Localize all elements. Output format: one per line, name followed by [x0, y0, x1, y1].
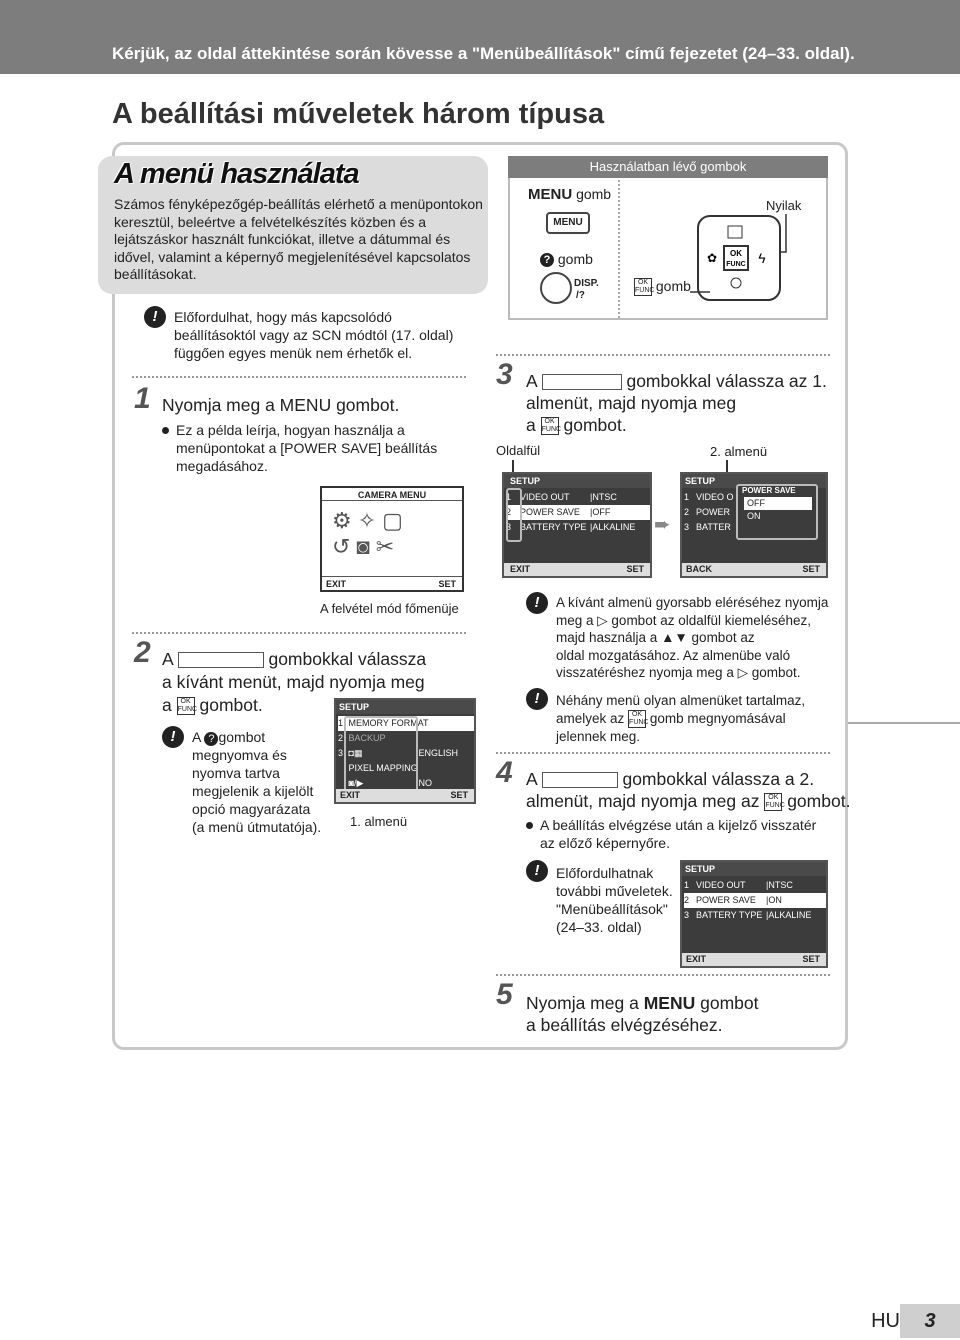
- disp-button-icon: [540, 272, 572, 304]
- setup-row[interactable]: 3 BATTERY TYPE |ALKALINE: [506, 522, 636, 532]
- page-title: A beállítási műveletek három típusa: [112, 98, 605, 130]
- setup-row[interactable]: 2 BACKUP: [338, 733, 386, 743]
- ok-func-icon: OK FUNC: [635, 279, 655, 295]
- popup-title: POWER SAVE: [742, 486, 796, 495]
- ok-func-icon: OK FUNC: [177, 698, 198, 714]
- setup-row[interactable]: 2 POWER SAVE |OFF: [506, 505, 650, 520]
- set-label: SET: [450, 790, 468, 800]
- intro-heading: A menü használata: [114, 158, 359, 190]
- step-4-bullet: A beállítás elvégzése után a kijelző visszatér az előző képernyőre.: [526, 816, 832, 852]
- page-number: 3: [900, 1304, 960, 1338]
- help-button-label: ? gomb: [540, 251, 593, 267]
- tab-label: Oldalfül: [496, 443, 541, 458]
- exit-label: EXIT: [326, 579, 347, 589]
- arrow-pad-diagram: [690, 210, 816, 310]
- footer-language: HU: [871, 1310, 900, 1332]
- arrow-right-icon: ➨: [654, 514, 671, 536]
- camera-menu-title: CAMERA MENU: [322, 488, 462, 501]
- step-5-line2: a beállítás elvégzéséhez.: [526, 1015, 723, 1035]
- exit-label: EXIT: [510, 564, 531, 574]
- set-label: SET: [802, 954, 820, 964]
- warning-icon: !: [162, 726, 184, 748]
- setup-screen-result: [680, 860, 828, 968]
- setup-title: SETUP: [682, 862, 826, 876]
- option-off[interactable]: OFF: [744, 497, 812, 510]
- divider: [496, 354, 830, 356]
- warning-icon: !: [144, 306, 166, 328]
- setup-screen-step3: [502, 472, 652, 578]
- set-label: SET: [802, 564, 820, 574]
- ok-func-icon: OK FUNC: [765, 794, 785, 810]
- header-text: Kérjük, az oldal áttekintése során kövesse a "Menübeállítások" című fejezetet (24–33. oldal).: [112, 44, 855, 63]
- step-2-number: 2: [134, 636, 151, 669]
- menu-key-icon: MENU: [546, 212, 590, 234]
- help-icon: ?: [204, 732, 218, 746]
- step-4-number: 4: [496, 756, 513, 789]
- setup-row[interactable]: 3 BATTER: [684, 522, 731, 532]
- step-2-line1: A gombokkal válassza: [162, 649, 427, 669]
- arrows-label: Nyilak: [766, 198, 802, 213]
- step-3-line1: A gombokkal válassza az 1.: [526, 371, 827, 391]
- camera-menu-screen: [320, 486, 464, 592]
- svg-text:FUNC: FUNC: [726, 261, 746, 268]
- power-save-popup: [736, 484, 818, 540]
- step-1-number: 1: [134, 382, 151, 415]
- disp-label: DISP.: [574, 278, 599, 289]
- camera-menu-icons: ⚙✧▢: [332, 508, 409, 533]
- exit-label: EXIT: [686, 954, 707, 964]
- setup-row[interactable]: ◙/▶ NO: [348, 778, 433, 788]
- step-4-line2: almenüt, majd nyomja meg az OK FUNC gombot.: [526, 791, 851, 811]
- step-4-line1: A gombokkal válassza a 2.: [526, 769, 815, 789]
- divider: [496, 974, 830, 976]
- warning-icon: !: [526, 592, 548, 614]
- note-more-operations: Előfordulhatnak további műveletek. "Menübeállítások" (24–33. oldal): [556, 865, 673, 935]
- svg-text:OK: OK: [730, 249, 742, 258]
- ok-func-icon: OK FUNC: [541, 418, 562, 434]
- macro-icon: ✿: [706, 251, 718, 265]
- panel-divider: [618, 180, 620, 318]
- tab-highlight: [506, 488, 522, 542]
- flash-icon: ϟ: [758, 250, 766, 266]
- help-icon: ?: [540, 253, 554, 267]
- set-label: SET: [626, 564, 644, 574]
- step-5-number: 5: [496, 978, 513, 1011]
- setup-row[interactable]: 3 BATTERY TYPE |ALKALINE: [684, 910, 812, 920]
- setup-row[interactable]: 2 POWER: [684, 507, 731, 517]
- ok-func-icon: OK FUNC: [629, 710, 649, 726]
- bullet-dot: [162, 427, 169, 434]
- step-5-line1: Nyomja meg a MENU gombot: [526, 993, 759, 1013]
- side-rule: [848, 722, 960, 724]
- exit-label: EXIT: [340, 790, 361, 800]
- step-2-line3: a OK FUNC gombot.: [162, 695, 263, 715]
- setup-row[interactable]: 1 VIDEO O: [684, 492, 734, 502]
- header-bar: [0, 0, 960, 74]
- step-2-line2: a kívánt menüt, majd nyomja meg: [162, 672, 425, 692]
- setup-title: SETUP: [504, 474, 650, 488]
- setup-row[interactable]: 1 MEMORY FORMAT: [338, 716, 474, 731]
- intro-text: Számos fényképezőgép-beállítás elérhető a menüpontokon keresztül, beleértve a felvételkészítés közben és a lejátszáskor használt funkciókat, illetve a dátummal és idővel, valamint a képernyő megjelenítésével kapcsolatos beállításokat.: [114, 196, 483, 282]
- menu-button-label: MENU gomb: [528, 186, 612, 203]
- submenu1-highlight: [344, 716, 418, 792]
- setup-screen-submenu1: [334, 698, 476, 804]
- note-scn: Előfordulhat, hogy más kapcsolódó beállításoktól vagy az SCN módtól (17. oldal) függően egyes menük nem érhetők el.: [174, 309, 454, 361]
- setup-title: SETUP: [682, 474, 826, 488]
- camera-menu-caption: A felvétel mód főmenüje: [320, 601, 459, 616]
- divider: [132, 376, 466, 378]
- submenu2-label: 2. almenü: [710, 444, 768, 459]
- warning-icon: !: [526, 860, 548, 882]
- setup-screen-submenu2: [680, 472, 828, 578]
- setup-row[interactable]: PIXEL MAPPING: [348, 763, 418, 773]
- setup-title: SETUP: [336, 700, 474, 714]
- step-1-bullet: Ez a példa leírja, hogyan használja a menüpontokat a [POWER SAVE] beállítás megadásához.: [162, 421, 470, 475]
- note-submenus: Néhány menü olyan almenüket tartalmaz, amelyek az OK FUNC gomb megnyomásával jelennek meg.: [556, 693, 806, 744]
- bullet-dot: [526, 822, 533, 829]
- exposure-comp-icon: [728, 226, 742, 238]
- ok-button-label: OK FUNC gomb: [635, 278, 691, 295]
- up-down-keys-icon: [542, 772, 618, 788]
- setup-row[interactable]: 1 VIDEO OUT |NTSC: [684, 880, 793, 890]
- up-down-keys-icon: [542, 374, 622, 390]
- step-3-number: 3: [496, 358, 513, 391]
- step-2-note: A ? gombot megnyomva és nyomva tartva megjelenik a kijelölt opció magyarázata (a menü útmutatója).: [192, 729, 322, 835]
- step-1-text: Nyomja meg a MENU gombot.: [162, 395, 400, 415]
- buttons-panel-title: Használatban lévő gombok: [508, 156, 828, 178]
- submenu1-caption: 1. almenü: [350, 814, 408, 829]
- warning-icon: !: [526, 688, 548, 710]
- camera-menu-icons-row2: ↺◙✂: [332, 534, 401, 559]
- note-tab-shortcut: A kívánt almenü gyorsabb eléréséhez nyomja meg a ▷ gombot az oldalfül kiemeléséhez, majd használja a ▲▼ gombot az oldal mozgatásához. Az almenübe való visszatéréshez nyomja meg a ▷ gombot.: [556, 595, 829, 680]
- back-label: BACK: [686, 564, 712, 574]
- step-3-line2: almenüt, majd nyomja meg: [526, 393, 737, 413]
- arrow-keys-icon: [178, 652, 264, 668]
- setup-row[interactable]: 3 ◘▦ ENGLISH: [338, 748, 459, 758]
- divider: [496, 752, 830, 754]
- setup-row[interactable]: 2 POWER SAVE |ON: [684, 893, 826, 908]
- setup-row[interactable]: 1 VIDEO OUT |NTSC: [506, 492, 617, 502]
- step-3-line3: a OK FUNC gombot.: [526, 415, 627, 435]
- disp-help-icon: /?: [576, 290, 585, 301]
- option-on[interactable]: ON: [747, 511, 761, 521]
- divider: [132, 632, 466, 634]
- set-label: SET: [438, 579, 456, 589]
